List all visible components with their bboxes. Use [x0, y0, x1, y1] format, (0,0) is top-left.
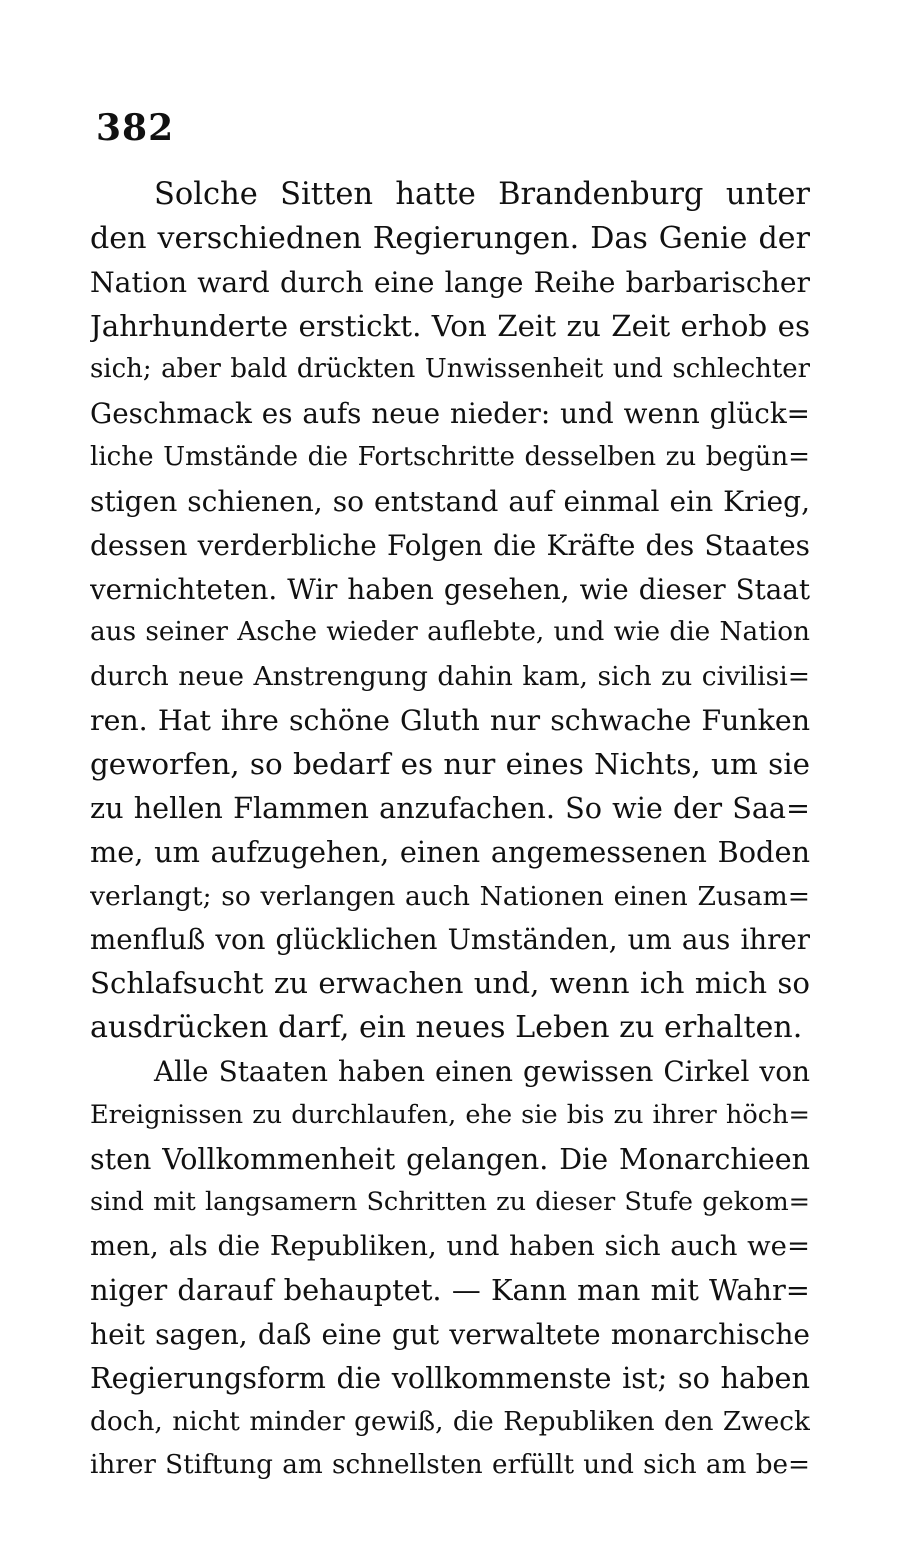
paragraph-2 [90, 1050, 810, 1488]
text-line: verlangt; so verlangen auch Nationen einen Zusam= [90, 880, 810, 912]
text-line: heit sagen, daß eine gut verwaltete monarchische [90, 1317, 810, 1351]
text-line: zu hellen Flammen anzufachen. So wie der Saa= [90, 790, 810, 825]
text-line: menfluß von glücklichen Umständen, um aus ihrer [90, 923, 810, 957]
text-line: geworfen, so bedarf es nur eines Nichts, um sie [90, 746, 810, 781]
text-line: men, als die Republiken, und haben sich auch we= [90, 1230, 810, 1263]
text-line: liche Umstände die Fortschritte desselben zu begün= [90, 442, 810, 473]
text-line: Nation ward durch eine lange Reihe barbarischer [90, 265, 810, 299]
text-line: aus seiner Asche wieder auflebte, und wie die Nation [90, 617, 810, 648]
text-line: sten Vollkommenheit gelangen. Die Monarchieen [90, 1142, 810, 1176]
page-number: 382 [96, 107, 175, 149]
text-line: ren. Hat ihre schöne Gluth nur schwache Funken [90, 704, 810, 738]
text-line: Geschmack es aufs neue nieder: und wenn glück= [90, 397, 810, 431]
paragraph-1 [90, 173, 810, 1050]
text-line: sich; aber bald drückten Unwissenheit und schlechter [90, 354, 810, 385]
body-text [90, 173, 810, 1488]
text-line: doch, nicht minder gewiß, die Republiken den Zweck [90, 1406, 810, 1437]
text-line: dessen verderbliche Folgen die Kräfte des Staates [90, 528, 810, 562]
text-line: ausdrücken darf, ein neues Leben zu erhalten. [90, 1010, 803, 1046]
text-line: sind mit langsamern Schritten zu dieser Stufe gekom= [90, 1187, 810, 1218]
text-line: Regierungsform die vollkommenste ist; so haben [90, 1360, 810, 1395]
text-line: Ereignissen zu durchlaufen, ehe sie bis zu ihrer höch= [90, 1099, 810, 1130]
text-line: ihrer Stiftung am schnellsten erfüllt und sich am be= [90, 1450, 810, 1481]
text-line: den verschiednen Regierungen. Das Genie der [90, 220, 810, 256]
text-line: Alle Staaten haben einen gewissen Cirkel von [154, 1054, 810, 1088]
text-line: Jahrhunderte erstickt. Von Zeit zu Zeit erhob es [90, 308, 810, 343]
text-line: niger darauf behauptet. — Kann man mit Wahr= [90, 1273, 810, 1308]
text-line: Solche Sitten hatte Brandenburg unter [154, 177, 810, 212]
text-line: stigen schienen, so entstand auf einmal ein Krieg, [90, 484, 810, 518]
text-line: durch neue Anstrengung dahin kam, sich zu civilisi= [90, 661, 810, 693]
text-line: vernichteten. Wir haben gesehen, wie dieser Staat [90, 572, 810, 606]
text-line: me, um aufzugehen, einen angemessenen Boden [90, 834, 810, 869]
text-line: Schlafsucht zu erwachen und, wenn ich mich so [90, 966, 810, 1001]
